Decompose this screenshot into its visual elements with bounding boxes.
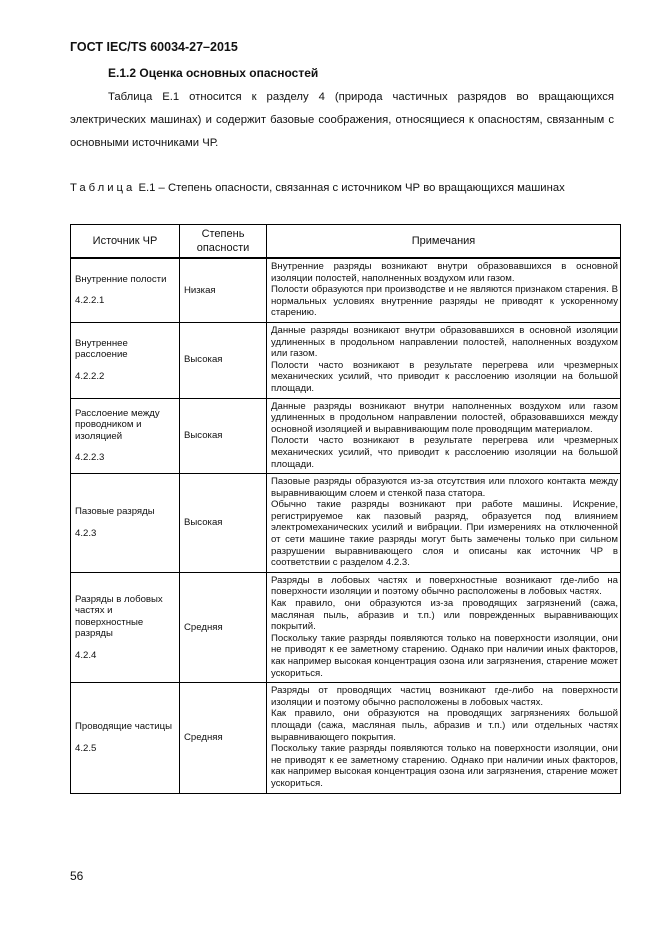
- source-name: Пазовые разряды: [75, 506, 155, 518]
- note-paragraph: Обычно такие разряды возникают при работе машины. Искрение, регистрируемое как пазовый разряд, образуется под влиянием электромеханических усилий и вибрации. При измерениях на отключенной от сети машине такие разряды могут быть замечены только при сильном разрушении выравнивающего слоя и описаны как источник ЧР в соответствии с разделом 4.2.3.: [271, 499, 618, 569]
- cell-notes: [267, 572, 621, 682]
- table-body: [71, 258, 621, 793]
- cell-source: [71, 572, 180, 682]
- table-caption: [70, 178, 614, 199]
- cell-notes: [267, 258, 621, 322]
- cell-notes: [267, 322, 621, 398]
- note-paragraph: Как правило, они образуются из-за проводящих загрязнений (сажа, масляная пыль, абразив и т.п.) или поврежденных выравнивающих покрытий.: [271, 598, 618, 633]
- hazard-table: [70, 224, 621, 794]
- table-row: [71, 683, 621, 793]
- section-reference: 4.2.2.3: [75, 452, 105, 464]
- cell-source: [71, 474, 180, 573]
- note-paragraph: Поскольку такие разряды появляются только на поверхности изоляции, они не приводят к ее заметному старению. Однако при наличии иных факторов, как например высокая концентрация озона или загрязнения, старение может ускориться.: [271, 632, 618, 679]
- table-row: [71, 572, 621, 682]
- table-caption-label: Таблица: [70, 182, 136, 194]
- cell-notes: [267, 398, 621, 474]
- source-name: Внутреннее расслоение: [75, 337, 128, 361]
- cell-degree: Низкая: [180, 258, 267, 322]
- cell-degree: Средняя: [180, 572, 267, 682]
- column-header-source: Источник ЧР: [71, 225, 180, 259]
- cell-notes: [267, 474, 621, 573]
- table-row: [71, 398, 621, 474]
- note-paragraph: Данные разряды возникают внутри наполненных воздухом или газом удлиненных в продольном направлении полостей, образовавшихся между основной изоляцией и выравнивающим поле проводящим материалом.: [271, 400, 618, 435]
- document-header: ГОСТ IEC/TS 60034-27–2015: [70, 40, 238, 54]
- source-name: Внутренние полости: [75, 273, 167, 285]
- cell-degree: Высокая: [180, 398, 267, 474]
- page-number: 56: [70, 869, 84, 883]
- note-paragraph: Данные разряды возникают внутри образовавшихся в основной изоляции удлиненных в продольном направлении полостей, наполненных воздухом или газом.: [271, 324, 618, 360]
- note-paragraph: Пазовые разряды образуются из-за отсутствия или плохого контакта между выравнивающим слоем и стенкой паза статора.: [271, 476, 618, 499]
- section-reference: 4.2.5: [75, 742, 97, 754]
- note-paragraph: Поскольку такие разряды появляются только на поверхности изоляции, они не приводят к ее заметному старению. Однако при наличии иных факторов, как например высокая концентрация озона или загрязнения, старение может ускориться.: [271, 743, 618, 789]
- section-reference: 4.2.2.2: [75, 371, 105, 383]
- section-reference: 4.2.3: [75, 527, 97, 539]
- section-reference: 4.2.4: [75, 649, 97, 661]
- cell-source: [71, 683, 180, 793]
- table-row: [71, 474, 621, 573]
- cell-degree: Высокая: [180, 322, 267, 398]
- note-paragraph: Разряды от проводящих частиц возникают где-либо на поверхности изоляции и поэтому обычно расположены в лобовых частях.: [271, 685, 618, 708]
- note-paragraph: Полости часто возникают в результате перегрева или чрезмерных механических усилий, что приводит к расслоению изоляции на большой площади.: [271, 435, 618, 470]
- cell-notes: [267, 683, 621, 793]
- cell-degree: Средняя: [180, 683, 267, 793]
- section-title: Е.1.2 Оценка основных опасностей: [108, 66, 319, 80]
- cell-source: [71, 398, 180, 474]
- column-header-degree: Степень опасности: [180, 225, 267, 259]
- note-paragraph: Как правило, они образуются на проводящих загрязнениях большой площади (сажа, масляная пыль, абразив и т.п.) или отдельных частях выравнивающего покрытия.: [271, 708, 618, 743]
- column-header-notes: Примечания: [267, 225, 621, 259]
- intro-text: Таблица Е.1 относится к разделу 4 (природа частичных разрядов во вращающихся электрических машинах) и содержит базовые соображения, относящиеся к опасностям, связанным с основными источниками ЧР.: [70, 91, 614, 149]
- cell-source: [71, 322, 180, 398]
- source-name: Разряды в лобовых частях и поверхностные разряды: [75, 593, 163, 640]
- note-paragraph: Полости часто возникают в результате перегрева или чрезмерных механических усилий, что приводит к расслоению изоляции на большой площади.: [271, 359, 618, 394]
- cell-degree: Высокая: [180, 474, 267, 573]
- table-row: [71, 258, 621, 322]
- note-paragraph: Внутренние разряды возникают внутри образовавшихся в основной изоляции полостей, наполненных воздухом или газом.: [271, 261, 618, 284]
- cell-source: [71, 258, 180, 322]
- source-name: Расслоение между проводником и изоляцией: [75, 407, 160, 442]
- table-header-row: [71, 225, 621, 259]
- intro-paragraph: [70, 86, 614, 155]
- note-paragraph: Полости образуются при производстве и не являются признаком старения. В нормальных условиях внутренние разряды не приводят к ускоренному старению.: [271, 284, 618, 319]
- section-reference: 4.2.2.1: [75, 295, 105, 307]
- table-caption-text: Е.1 – Степень опасности, связанная с источником ЧР во вращающихся машинах: [138, 182, 565, 194]
- source-name: Проводящие частицы: [75, 721, 173, 733]
- note-paragraph: Разряды в лобовых частях и поверхностные возникают где-либо на поверхности изоляции и поэтому обычно расположены в лобовых частях.: [271, 574, 618, 598]
- table-row: [71, 322, 621, 398]
